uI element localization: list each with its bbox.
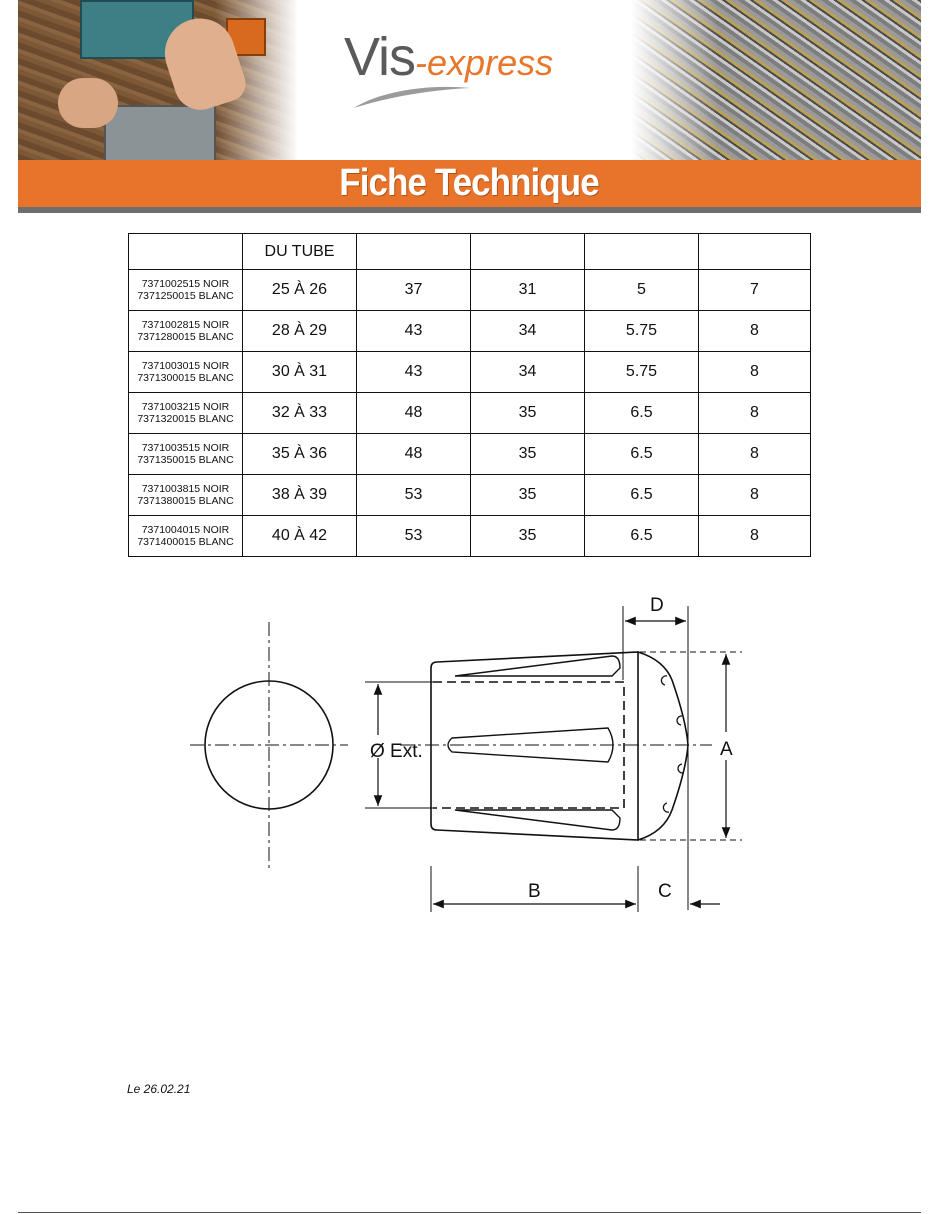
value-cell: 6.5 — [585, 475, 699, 516]
dimension-ext — [365, 682, 433, 808]
ref-noir: 7371003015 NOIR — [141, 360, 230, 372]
header-cell-tube: DU TUBE — [243, 234, 357, 270]
table-row — [129, 311, 811, 352]
value-cell: 34 — [471, 311, 585, 352]
brand-main: Vis — [344, 27, 416, 87]
value-cell: 5.75 — [585, 311, 699, 352]
logo-swoosh-icon — [352, 82, 472, 112]
ref-noir: 7371003215 NOIR — [141, 401, 230, 413]
value-cell: 8 — [699, 516, 811, 557]
page-title: Fiche Technique — [339, 162, 600, 204]
value-cell: 48 — [357, 434, 471, 475]
tube-cell: 32 À 33 — [243, 393, 357, 434]
value-cell: 43 — [357, 352, 471, 393]
value-cell: 8 — [699, 475, 811, 516]
tube-cell: 25 À 26 — [243, 270, 357, 311]
value-cell: 53 — [357, 475, 471, 516]
ref-cell — [129, 475, 243, 516]
table-row — [129, 270, 811, 311]
screws-photo — [631, 0, 921, 160]
value-cell: 6.5 — [585, 393, 699, 434]
brand-logo — [344, 26, 553, 88]
table-row — [129, 352, 811, 393]
title-banner — [18, 160, 921, 207]
value-cell: 6.5 — [585, 516, 699, 557]
tube-cell: 28 À 29 — [243, 311, 357, 352]
ref-cell — [129, 516, 243, 557]
value-cell: 8 — [699, 393, 811, 434]
value-cell: 34 — [471, 352, 585, 393]
header-cell — [357, 234, 471, 270]
ref-cell — [129, 393, 243, 434]
ref-blanc: 7371380015 BLANC — [137, 495, 234, 507]
dimension-d — [623, 595, 688, 910]
tube-cell: 30 À 31 — [243, 352, 357, 393]
brand-suffix: -express — [415, 42, 554, 83]
tools-photo — [18, 0, 298, 160]
table-row — [129, 475, 811, 516]
ref-blanc: 7371320015 BLANC — [137, 413, 234, 425]
header-cell — [471, 234, 585, 270]
table-row — [129, 516, 811, 557]
label-ext: Ø Ext. — [370, 741, 423, 762]
value-cell: 5 — [585, 270, 699, 311]
ref-noir: 7371002815 NOIR — [141, 319, 230, 331]
ref-cell — [129, 270, 243, 311]
value-cell: 7 — [699, 270, 811, 311]
header-cell — [129, 234, 243, 270]
value-cell: 48 — [357, 393, 471, 434]
ref-cell — [129, 352, 243, 393]
ref-blanc: 7371350015 BLANC — [137, 454, 234, 466]
label-d: D — [650, 595, 664, 616]
ref-cell — [129, 434, 243, 475]
value-cell: 8 — [699, 352, 811, 393]
document-date: Le 26.02.21 — [127, 1082, 191, 1096]
value-cell: 5.75 — [585, 352, 699, 393]
ref-noir: 7371002515 NOIR — [141, 278, 230, 290]
ref-blanc: 7371280015 BLANC — [137, 331, 234, 343]
label-a: A — [720, 739, 733, 760]
value-cell: 35 — [471, 393, 585, 434]
ref-blanc: 7371300015 BLANC — [137, 372, 234, 384]
tube-cell: 38 À 39 — [243, 475, 357, 516]
technical-drawing — [180, 585, 760, 925]
ref-noir: 7371004015 NOIR — [141, 524, 230, 536]
value-cell: 8 — [699, 434, 811, 475]
table-row — [129, 434, 811, 475]
value-cell: 31 — [471, 270, 585, 311]
footer-divider — [18, 1212, 921, 1213]
tube-cell: 35 À 36 — [243, 434, 357, 475]
ref-cell — [129, 311, 243, 352]
side-view — [400, 652, 712, 840]
end-view — [190, 622, 348, 868]
dimension-bc — [431, 866, 720, 912]
value-cell: 37 — [357, 270, 471, 311]
value-cell: 35 — [471, 516, 585, 557]
value-cell: 8 — [699, 311, 811, 352]
header-cell — [585, 234, 699, 270]
dimension-a — [640, 652, 742, 840]
value-cell: 53 — [357, 516, 471, 557]
header-cell — [699, 234, 811, 270]
ref-noir: 7371003815 NOIR — [141, 483, 230, 495]
label-b: B — [528, 881, 541, 902]
spec-table — [128, 233, 811, 557]
table-row — [129, 393, 811, 434]
ref-blanc: 7371250015 BLANC — [137, 290, 234, 302]
value-cell: 43 — [357, 311, 471, 352]
ref-blanc: 7371400015 BLANC — [137, 536, 234, 548]
ref-noir: 7371003515 NOIR — [141, 442, 230, 454]
label-c: C — [658, 881, 672, 902]
tube-cell: 40 À 42 — [243, 516, 357, 557]
value-cell: 35 — [471, 434, 585, 475]
table-header-row — [129, 234, 811, 270]
value-cell: 6.5 — [585, 434, 699, 475]
banner-underline — [18, 207, 921, 213]
value-cell: 35 — [471, 475, 585, 516]
